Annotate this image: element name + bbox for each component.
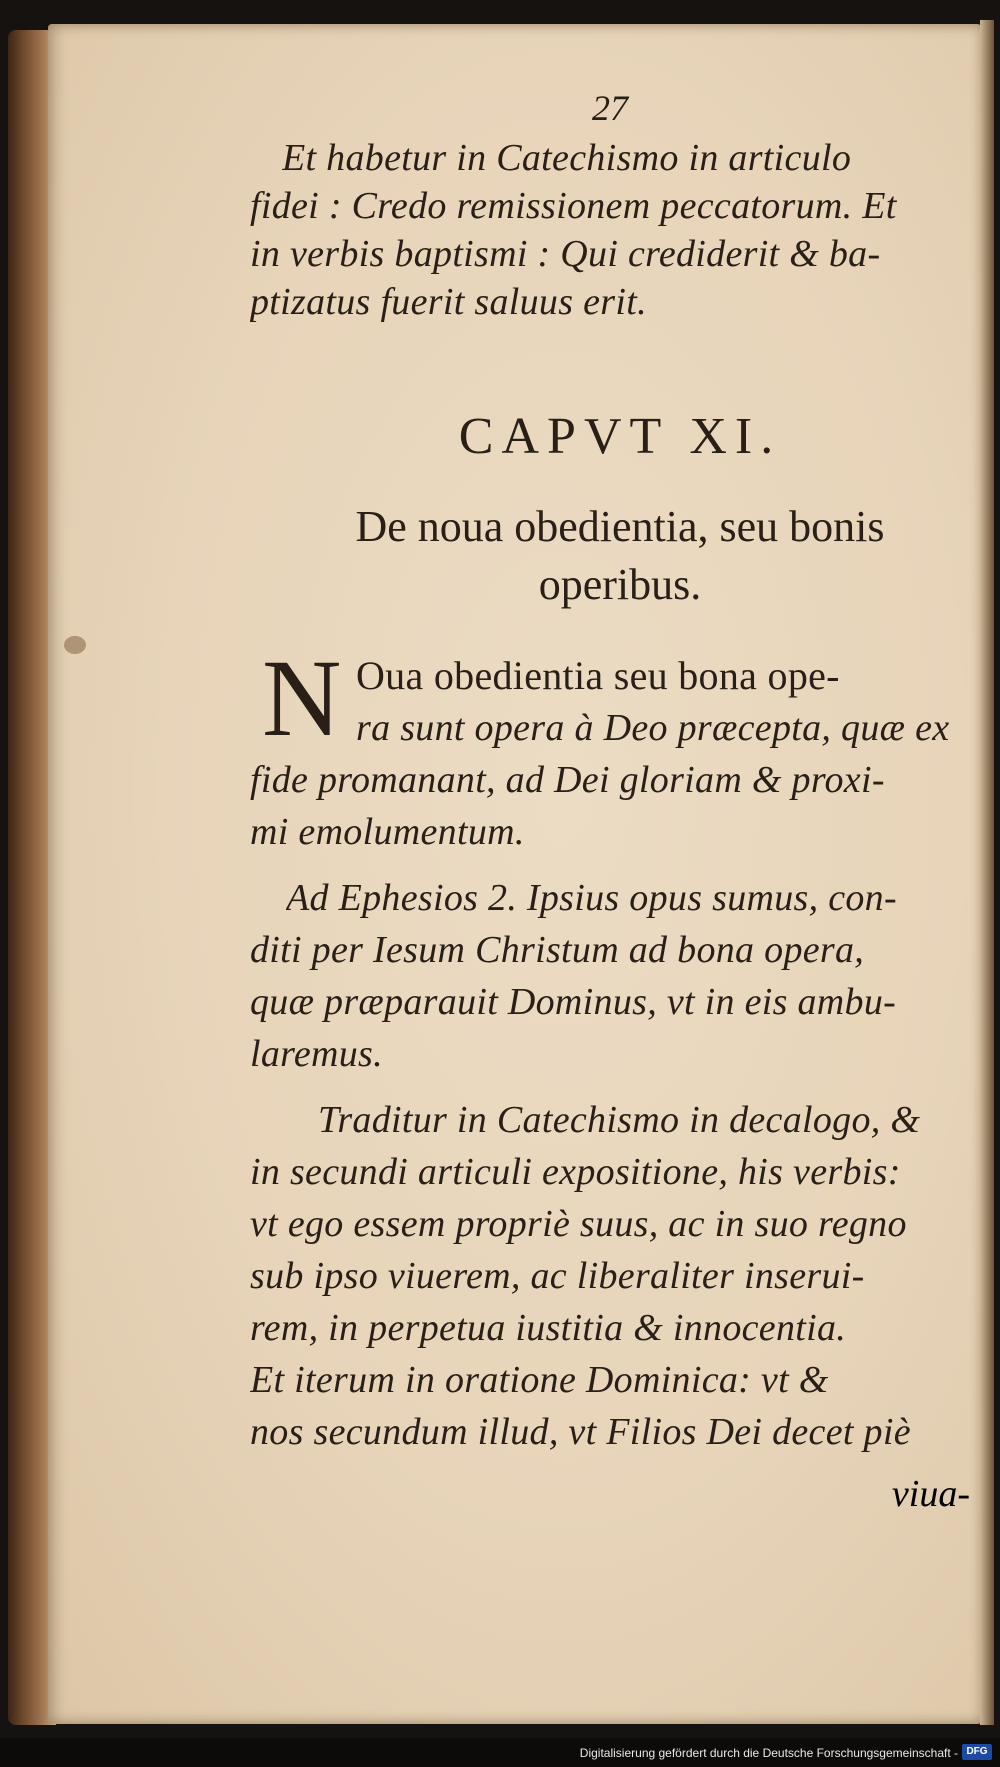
paragraph-line: Ad Ephesios 2. Ipsius opus sumus, con-	[286, 877, 897, 919]
paragraph-line: ra sunt opera à Deo præcepta, quæ ex	[356, 707, 950, 749]
intro-line: Et habetur in Catechismo in articulo	[282, 137, 852, 179]
paragraph-line: mi emolumentum.	[250, 811, 525, 853]
intro-line: ptizatus fuerit saluus erit.	[250, 281, 647, 323]
page-edge	[980, 20, 994, 1725]
catchword: viua-	[891, 1473, 970, 1515]
chapter-title-continued: operibus.	[538, 560, 702, 609]
paragraph-line: quæ præparauit Dominus, vt in eis ambu-	[250, 981, 897, 1023]
paragraph-line: laremus.	[250, 1033, 383, 1075]
paragraph-line: fide promanant, ad Dei gloriam & proxi-	[250, 759, 885, 801]
intro-line: in verbis baptismi : Qui crediderit & ba-	[250, 233, 881, 275]
dfg-logo: DFG	[962, 1744, 992, 1760]
paragraph-line: rem, in perpetua iustitia & innocentia.	[250, 1307, 847, 1349]
paragraph-line: Et iterum in oratione Dominica: vt &	[250, 1359, 829, 1401]
paragraph-line: vt ego essem propriè suus, ac in suo regno	[250, 1203, 907, 1245]
funding-credit: Digitalisierung gefördert durch die Deutsche Forschungsgemeinschaft -	[579, 1746, 958, 1760]
drop-cap: N	[262, 637, 342, 759]
paragraph-line: nos secundum illud, vt Filios Dei decet piè	[250, 1411, 911, 1453]
paragraph-line: diti per Iesum Christum ad bona opera,	[250, 929, 865, 971]
paragraph-line: sub ipso viuerem, ac liberaliter inserui-	[250, 1255, 865, 1297]
chapter-title: De noua obedientia, seu bonis	[355, 502, 885, 551]
intro-line: fidei : Credo remissionem peccatorum. Et	[250, 185, 897, 227]
paragraph-line: Oua obedientia seu bona ope-	[356, 653, 840, 698]
chapter-heading: CAPVT XI.	[458, 408, 782, 465]
ink-stain	[64, 636, 86, 654]
paragraph-line: Traditur in Catechismo in decalogo, &	[318, 1099, 921, 1141]
page-number: 27	[592, 88, 628, 128]
paragraph-line: in secundi articuli expositione, his verbis:	[250, 1151, 901, 1193]
